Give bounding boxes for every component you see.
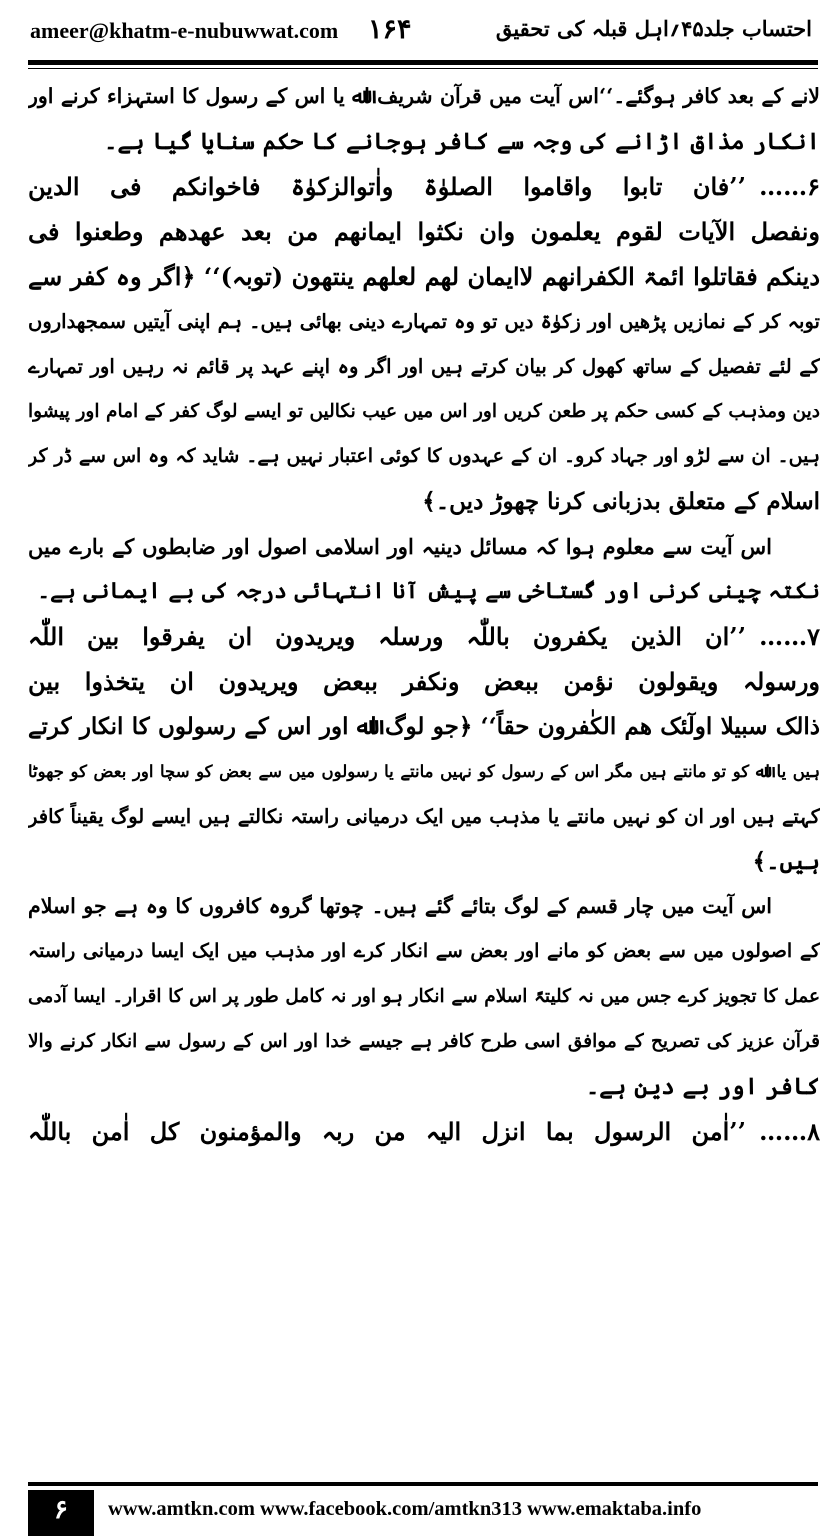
text-line [28, 659, 820, 704]
line-text: قرآن عزیز کی تصریح کے موافق اسی طرح کافر ہے جیسے خدا اور اس کے رسول سے انکار کرنے والا [28, 1031, 820, 1052]
line-text: نکتہ چینی کرنی اور گستاخی سے پیش آنا انتہائی درجہ کی بے ایمانی ہے۔ [37, 578, 820, 604]
line-text: اس آیت میں چار قسم کے لوگ بتائے گئے ہیں۔ چوتھا گروہ کافروں کا وہ ہے جو اسلام [28, 894, 772, 918]
text-line [28, 119, 820, 164]
line-text: ’’اٰمن الرسول بما انزل الیہ من ربہ والمؤمنون کل اٰمن باللّٰہ [28, 1117, 746, 1146]
header-email[interactable]: ameer@khatm-e-nubuwwat.com [30, 18, 339, 43]
text-line [28, 839, 820, 884]
text-line [28, 479, 820, 524]
line-text: انکار مذاق اڑانے کی وجہ سے کافر ہوجانے کا حکم سنایا گیا ہے۔ [103, 128, 820, 155]
text-line [28, 794, 820, 839]
header-book-title: احتساب جلد۴۵؍اہل قبلہ کی تحقیق [495, 16, 812, 41]
line-text: کے لئے تفصیل کے ساتھ کھول کر بیان کرتے ہیں اور اگر وہ اپنے عہد پر قائم نہ رہیں اور تمہارے [28, 355, 820, 378]
header-rule-thin [28, 68, 818, 69]
text-line [28, 1109, 820, 1154]
line-text: ’’فان تابوا واقاموا الصلوٰۃ واٰتوالزکوٰۃ فاخوانکم فی الدین [28, 172, 746, 201]
page-footer [0, 1482, 840, 1540]
text-line [28, 344, 820, 389]
line-text: دینکم فقاتلوا ائمۃ الکفرانھم لاایمان لھم لعلھم ینتھون (توبہ)‘‘ ﴿اگر وہ کفر سے [28, 262, 820, 291]
line-text: ہیں یا اﷲ کو تو مانتے ہیں مگر اس کے رسول کو نہیں مانتے یا رسولوں میں سے بعض کو سچا اور بعض کو جھوٹا [28, 762, 820, 781]
text-line [28, 299, 820, 344]
line-text: دین ومذہب کے کسی حکم پر طعن کریں اور اس میں عیب نکالیں تو ایسے لوگ کفر کے امام اور پیشوا [28, 401, 820, 422]
line-text: ہیں۔﴾ [752, 848, 820, 875]
header-page-number: ۱۶۴ [368, 14, 412, 45]
line-text: ہیں۔ ان سے لڑو اور جہاد کرو۔ ان کے عہدوں کا کوئی اعتبار نہیں ہے۔ شاید کہ وہ اس سے ڈر کر [28, 445, 820, 467]
header-rule-thick [28, 60, 818, 65]
text-line [28, 929, 820, 974]
line-text: عمل کا تجویز کرے جس میں نہ کلیتہً اسلام سے انکار ہو اور نہ کامل طور پر اس کا اقرار۔ ایسا آدمی [28, 986, 820, 1007]
line-text: کافر اور بے دین ہے۔ [585, 1073, 820, 1100]
text-line [28, 254, 820, 299]
line-text: توبہ کر کے نمازیں پڑھیں اور زکوٰۃ دیں تو وہ تمہارے دینی بھائی ہیں۔ ہم اپنی آیتیں سمجھداروں [28, 310, 820, 333]
footer-rule [28, 1482, 818, 1486]
text-line [28, 974, 820, 1019]
line-text: ونفصل الآیات لقوم یعلمون وان نکثوا ایمانھم من بعد عھدھم وطعنوا فی [28, 217, 820, 246]
text-line [28, 1019, 820, 1064]
line-text: کے اصولوں میں سے بعض کو مانے اور بعض سے انکار کرے اور مذہب میں ایک ایسا درمیانی راستہ [28, 940, 820, 962]
text-line [28, 749, 820, 794]
text-line [28, 1064, 820, 1109]
line-text: اسلام کے متعلق بدزبانی کرنا چھوڑ دیں۔﴾ [422, 488, 820, 515]
footer-page-number: ۶ [28, 1490, 94, 1536]
line-text: ’’ان الذین یکفرون باللّٰہ ورسلہ ویریدون ان یفرقوا بین اللّٰہ [28, 622, 746, 651]
text-line [28, 569, 820, 614]
text-line [28, 389, 820, 434]
line-text: ذالک سبیلا اولٓئک ھم الکٰفرون حقاً‘‘ ﴿جو لوگ اﷲ اور اس کے رسولوں کا انکار کرتے [28, 713, 820, 740]
text-line [28, 164, 820, 209]
page-body-text [28, 74, 820, 1474]
text-line [28, 434, 820, 479]
text-line [28, 209, 820, 254]
text-line [28, 524, 820, 569]
text-line [28, 614, 820, 659]
page-header [0, 0, 840, 62]
footer-website-links[interactable]: www.amtkn.com www.facebook.com/amtkn313 www.emaktaba.info [108, 1498, 702, 1520]
text-line [28, 74, 820, 119]
verse-number-marker: ۸…… [759, 1117, 820, 1146]
line-text: لانے کے بعد کافر ہوگئے۔‘‘اس آیت میں قرآن شریف اﷲ یا اس کے رسول کا استہزاء کرنے اور [28, 84, 820, 108]
line-text: اس آیت سے معلوم ہوا کہ مسائل دینیہ اور اسلامی اصول اور ضابطوں کے بارے میں [28, 534, 772, 559]
text-line [28, 704, 820, 749]
line-text: ورسولہ ویقولون نؤمن ببعض ونکفر ببعض ویریدون ان یتخذوا بین [28, 667, 820, 696]
line-text: کہتے ہیں اور ان کو نہیں مانتے یا مذہب میں ایک درمیانی راستہ نکالتے ہیں ایسے لوگ یقیناً کافر [28, 805, 820, 828]
verse-number-marker: ۶…… [759, 172, 820, 201]
verse-number-marker: ۷…… [759, 622, 820, 651]
text-line [28, 884, 820, 929]
